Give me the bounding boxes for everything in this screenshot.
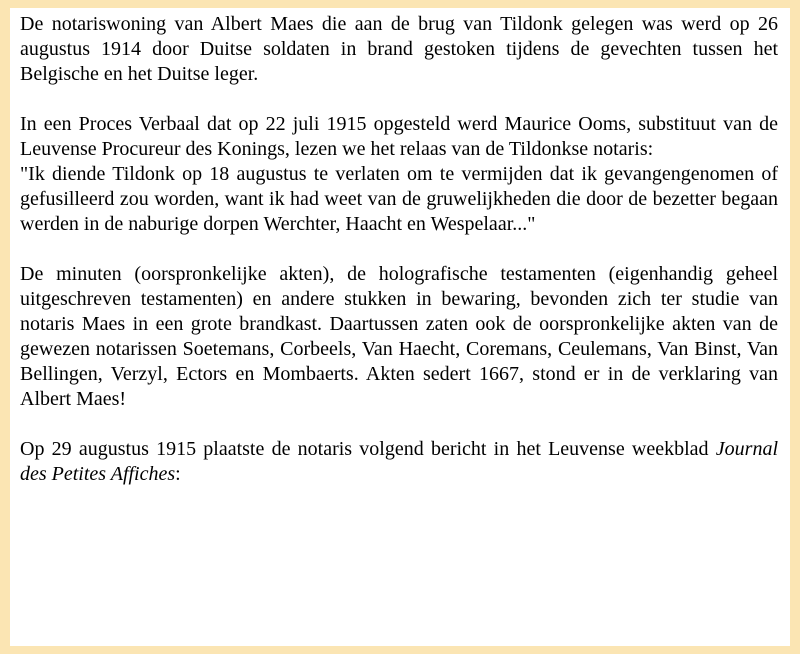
document-page bbox=[10, 8, 790, 646]
paragraph-proces-verbaal: In een Proces Verbaal dat op 22 juli 1915 opgesteld werd Maurice Ooms, substituut van de Leuvense Procureur des Konings, lezen we het relaas van de Tildonkse notaris: bbox=[20, 113, 778, 160]
bericht-text: Op 29 augustus 1915 plaatste de notaris volgend bericht in het Leuvense weekblad bbox=[20, 438, 716, 460]
paragraph-bericht bbox=[20, 437, 778, 487]
bericht-colon: : bbox=[175, 463, 181, 485]
paragraph-notariswoning: De notariswoning van Albert Maes die aan de brug van Tildonk gelegen was werd op 26 augustus 1914 door Duitse soldaten in brand gestoken tijdens de gevechten tussen het Belgische en het Duitse leger. bbox=[20, 13, 778, 85]
paragraph-quote: "Ik diende Tildonk op 18 augustus te verlaten om te vermijden dat ik gevangengenomen of gefusilleerd zou worden, want ik had weet van de gruwelijkheden die door de bezetter begaan werden in de naburige dorpen Werchter, Haacht en Wespelaar..." bbox=[20, 163, 778, 235]
journal-title: Journal des Petites Affiches bbox=[20, 438, 778, 485]
paragraph-minuten: De minuten (oorspronkelijke akten), de holografische testamenten (eigenhandig geheel uitgeschreven testamenten) en andere stukken in bewaring, bevonden zich ter studie van notaris Maes in een grote brandkast. Daartussen zaten ook de oorspronkelijke akten van de gewezen notarissen Soetemans, Corbeels, Van Haecht, Coremans, Ceulemans, Van Binst, Van Bellingen, Verzyl, Ectors en Mombaerts. Akten sedert 1667, stond er in de verklaring van Albert Maes! bbox=[20, 263, 778, 410]
